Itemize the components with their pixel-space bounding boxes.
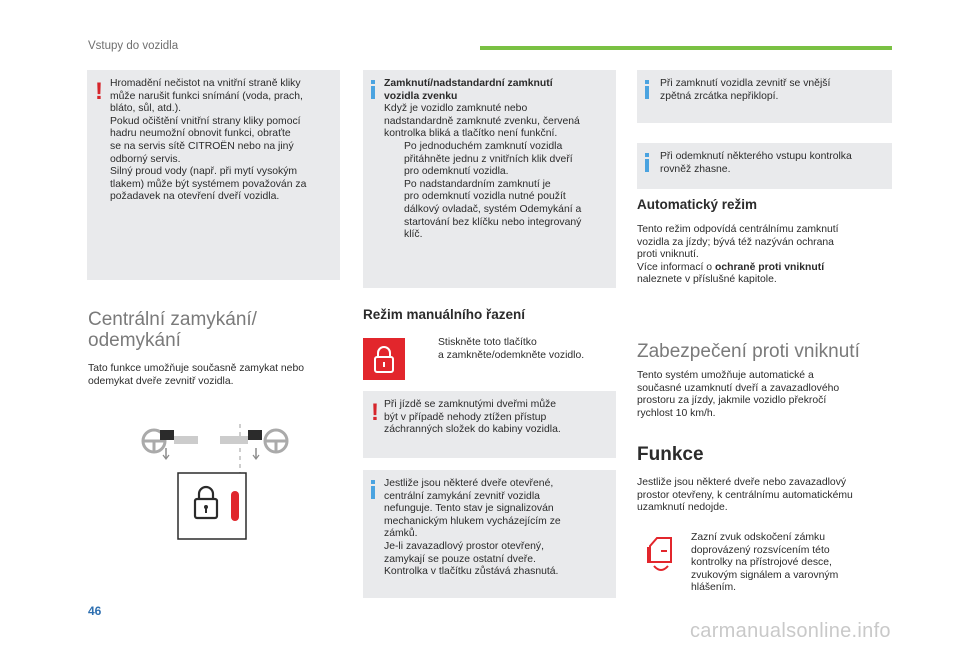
- list-item: Po jednoduchém zamknutí vozidla přitáhněte jednu z vnitřních klik dveří pro odemknutí vozidla.: [404, 140, 573, 178]
- warning-icon: !: [95, 78, 103, 105]
- heading-funkce: Funkce: [637, 444, 704, 465]
- lock-indicator-light: [231, 491, 239, 521]
- door-open-warning-icon: [643, 535, 679, 575]
- door-lock-illustration: [128, 418, 308, 544]
- door-open-signal-text: Zazní zvuk odskočení zámku doprovázený rozsvícením této kontrolky na přístrojové desce, zvukovým signálem a varovným hlášením.: [691, 532, 839, 594]
- list-item: Po nadstandardním zamknutí je pro odemknutí vozidla nutné použít dálkový ovladač, systém Odemykání a startování bez klíčku nebo integrovaný klíč.: [404, 178, 582, 241]
- link-anti-intrusion[interactable]: ochraně proti vniknutí: [714, 261, 825, 273]
- info-icon: [645, 80, 649, 99]
- watermark[interactable]: carmanualsonline.info: [690, 620, 891, 642]
- warning-box-text: Hromadění nečistot na vnitřní straně kliky může narušit funkci snímání (voda, prach, bláto, sůl, atd.). Pokud očištění vnitřní strany kliky pomocí hadru neumožní obnovit funkci, obraťte se na servis sítě CITROËN nebo na jiný odborný servis. Silný proud vody (např. při mytí vysokým tlakem) může být systémem považován za požadavek na otevření dveří vozidla.: [110, 78, 307, 203]
- warning-box-accident: ! Při jízdě se zamknutými dveřmi může být v případě nehody ztížen přístup záchranných složek do kabiny vozidla.: [363, 391, 616, 458]
- automatic-mode-text: Tento režim odpovídá centrálnímu zamknutí vozidla za jízdy; bývá též nazýván ochrana proti vniknutí. Více informací o ochraně proti vniknutí naleznete v příslušné kapitole.: [637, 224, 839, 286]
- steering-wheel-right-icon: [265, 430, 287, 452]
- info-icon: [371, 80, 375, 99]
- info-box-external-lock: Zamknutí/nadstandardní zamknutí vozidla zvenku Když je vozidlo zamknuté nebo nadstandardně zamknuté zvenku, červená kontrolka bliká a tlačítko není funkční. Po jednoduchém zamknutí vozidla přitáhněte jednu z vnitřních klik dveří pro odemknutí vozidla. Po nadstandardním zamknutí je pro odemknutí vozidla nutné použít dálkový ovladač, systém Odemykání a startování bez klíčku nebo integrovaný klíč.: [363, 70, 616, 288]
- info-icon: [371, 480, 375, 499]
- dashboard-button-right: [248, 430, 262, 440]
- info-box-mirrors: Při zamknutí vozidla zevnitř se vnější zpětná zrcátka nepřiklopí.: [637, 70, 892, 123]
- page-number: 46: [88, 604, 102, 618]
- lock-button-icon: [363, 338, 405, 380]
- section-title: Vstupy do vozidla: [88, 40, 179, 52]
- info-box-door-open: Jestliže jsou některé dveře otevřené, centrální zamykání zevnitř vozidla nefunguje. Tento stav je signalizován mechanickým hlukem vycházejícím ze zámků. Je-li zavazadlový prostor otevřený, zamykají se pouze ostatní dveře. Kontrolka v tlačítku zůstává zhasnutá.: [363, 470, 616, 598]
- heading-manual-mode: Režim manuálního řazení: [363, 307, 526, 322]
- info-icon: [645, 153, 649, 172]
- manual-mode-instruction: Stiskněte toto tlačítko a zamkněte/odemkněte vozidlo.: [438, 337, 585, 361]
- info-box-unlock-light: Při odemknutí některého vstupu kontrolka rovněž zhasne.: [637, 143, 892, 189]
- warning-box-dirt: [87, 70, 340, 280]
- section-heading-central-locking: Centrální zamykání/ odemykání: [88, 309, 257, 351]
- dashboard-button-left: [160, 430, 174, 440]
- anti-intrusion-text: Tento systém umožňuje automatické a současné uzamknutí dveří a zavazadlového prostoru za jízdy, jakmile vozidlo překročí rychlost 10 km/h.: [637, 370, 840, 419]
- section-rule: [480, 46, 892, 50]
- heading-automatic-mode: Automatický režim: [637, 197, 758, 212]
- central-locking-intro: Tato funkce umožňuje současně zamykat nebo odemykat dveře zevnitř vozidla.: [88, 363, 305, 387]
- funkce-text: Jestliže jsou některé dveře nebo zavazadlový prostor otevřeny, k centrálnímu automatickému uzamknutí nedojde.: [637, 477, 853, 514]
- section-heading-anti-intrusion: Zabezpečení proti vniknutí: [637, 341, 860, 362]
- warning-icon: !: [371, 399, 379, 426]
